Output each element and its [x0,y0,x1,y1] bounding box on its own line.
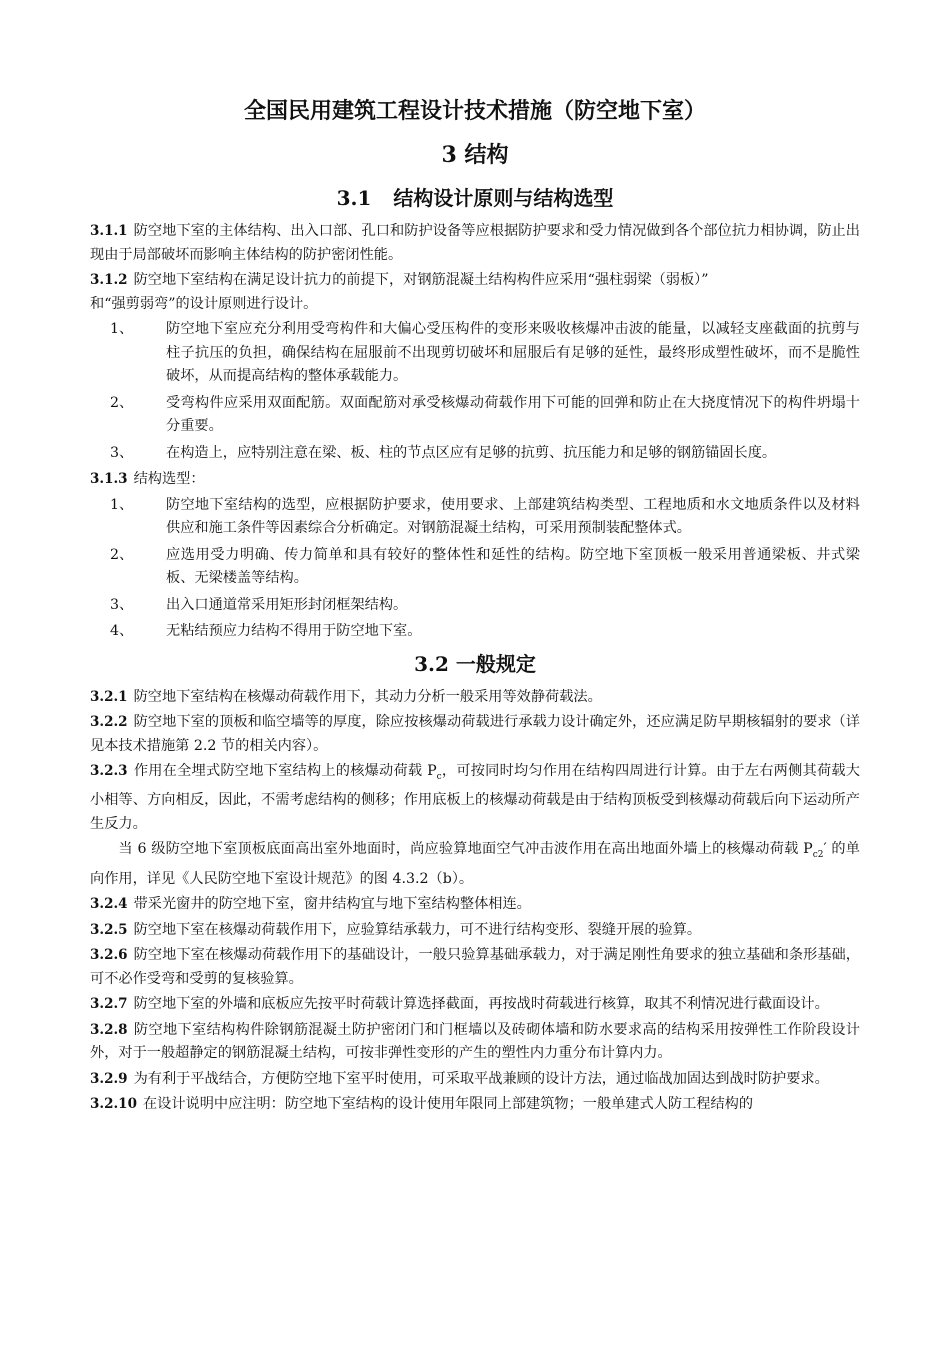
document-page [90,96,860,1119]
clause-text: 结构选型： [133,471,205,487]
list-item [90,544,860,591]
clause-number: 3.2.3 [90,763,128,779]
list-item-number: 1、 [110,321,134,337]
clause-number: 3.2.10 [90,1096,137,1113]
clause-text: 为有利于平战结合，方便防空地下室平时使用，可采取平战兼顾的设计方法，通过临战加固达到战时防护要求。 [133,1070,829,1087]
clause-3-1-1 [90,220,860,267]
clause-number: 3.1.3 [90,471,128,487]
document-title: 全国民用建筑工程设计技术措施（防空地下室） [243,98,706,124]
clause-number: 3.2.4 [90,896,128,913]
subscript: c [436,771,442,782]
clause-3-2-1 [90,686,860,710]
list-item-text: 受弯构件应采用双面配筋。双面配筋对承受核爆动荷载作用下可能的回弹和防止在大挠度情况下的构件坍塌十分重要。 [166,394,860,434]
clause-text: 防空地下室结构在满足设计抗力的前提下，对钢筋混凝土结构构件应采用“强柱弱梁（弱板）” [133,272,709,288]
list-item-number: 2、 [110,546,134,563]
list-item-text: 应选用受力明确、传力简单和具有较好的整体性和延性的结构。防空地下室顶板一般采用普通梁板、井式梁板、无梁楼盖等结构。 [166,546,860,586]
clause-number: 3.2.7 [90,996,128,1013]
clause-text: 在设计说明中应注明：防空地下室结构的设计使用年限同上部建筑物；一般单建式人防工程结构的 [142,1096,754,1113]
clause-3-2-10 [90,1093,860,1117]
clause-text-rest: ，可按同时均匀作用在结构四周进行计算。由于左右两侧其荷载大小相等、方向相反，因此，不需考虑结构的侧移；作用底板上的核爆动荷载是由于结构顶板受到核爆动荷载后向下运动所产生反力。 [90,763,860,832]
section-3-1-title: 结构设计原则与结构选型 [393,186,614,210]
clause-text-continued: 和“强剪弱弯”的设计原则进行设计。 [90,295,318,312]
clause-text: 防空地下室结构构件除钢筋混凝土防护密闭门和门框墙以及砖砌体墙和防水要求高的结构采用按弹性工作阶段设计外，对于一般超静定的钢筋混凝土结构，可按非弹性变形的产生的塑性内力重分布计算内力。 [90,1021,860,1062]
list-item [90,494,860,541]
clause-text: 防空地下室在核爆动荷载作用下，应验算结承载力，可不进行结构变形、裂缝开展的验算。 [133,921,702,938]
clause-3-2-3-note [90,838,860,891]
section-3-1-number: 3.1 [336,186,372,210]
clause-3-1-3 [90,468,860,492]
list-item [90,594,860,618]
clause-number: 3.2.5 [90,921,128,938]
clause-3-2-6 [90,944,860,991]
clause-3-2-3 [90,760,860,836]
clause-number: 3.2.6 [90,947,128,964]
clause-number: 3.2.2 [90,714,128,730]
list-item-number: 3、 [110,596,134,613]
section-3-2-heading: 3.2 一般规定 [414,651,536,676]
clause-text: 作用在全埋式防空地下室结构上的核爆动荷载 P [133,763,437,779]
clause-3-2-2 [90,711,860,758]
list-item [90,392,860,439]
list-item-text: 无粘结预应力结构不得用于防空地下室。 [166,623,422,639]
clause-text: 防空地下室的主体结构、出入口部、孔口和防护设备等应根据防护要求和受力情况做到各个部位抗力相协调，防止出现由于局部破坏而影响主体结构的防护密闭性能。 [90,223,860,263]
clause-number: 3.2.1 [90,688,128,705]
clause-number: 3.2.8 [90,1021,128,1038]
clause-text: 防空地下室结构在核爆动荷载作用下，其动力分析一般采用等效静荷载法。 [133,688,602,705]
clause-number: 3.1.1 [90,223,128,239]
clause-3-2-8 [90,1019,860,1066]
clause-3-2-5 [90,919,860,943]
section-3-1-heading [90,184,860,212]
list-item-text: 防空地下室应充分利用受弯构件和大偏心受压构件的变形来吸收核爆冲击波的能量，以减轻支座截面的抗剪与柱子抗压的负担，确保结构在屈服前不出现剪切破坏和屈服后有足够的延性，最终形成塑性破坏，而不是脆性破坏，从而提高结构的整体承载能力。 [166,321,860,384]
list-item [90,442,860,466]
list-item-text: 在构造上，应特别注意在梁、板、柱的节点区应有足够的抗剪、抗压能力和足够的钢筋锚固长度。 [166,444,777,461]
list-item-text: 出入口通道常采用矩形封闭框架结构。 [166,596,408,613]
note-text: 当 6 级防空地下室顶板底面高出室外地面时，尚应验算地面空气冲击波作用在高出地面外墙上的核爆动荷载 P [118,841,813,858]
note-text-rest: ′ 的单向作用，详见《人民防空地下室设计规范》的图 4.3.2（b）。 [90,841,860,887]
list-item-text: 防空地下室结构的选型，应根据防护要求，使用要求、上部建筑结构类型、工程地质和水文地质条件以及材料供应和施工条件等因素综合分析确定。对钢筋混凝土结构，可采用预制装配整体式。 [166,496,860,536]
list-item [90,620,860,644]
list-item-number: 3、 [110,444,134,461]
subscript: c2 [812,850,824,861]
clause-text: 带采光窗井的防空地下室，窗井结构宜与地下室结构整体相连。 [133,896,531,913]
list-item [90,318,860,389]
chapter-title: 3 结构 [441,142,509,168]
clause-3-2-7 [90,993,860,1017]
clause-number: 3.2.9 [90,1070,128,1087]
clause-3-2-4 [90,893,860,917]
list-item-number: 4、 [110,623,134,639]
list-item-number: 1、 [110,496,134,513]
clause-text: 防空地下室的顶板和临空墙等的厚度，除应按核爆动荷载进行承载力设计确定外，还应满足防早期核辐射的要求（详见本技术措施第 2.2 节的相关内容）。 [90,714,860,754]
clause-number: 3.1.2 [90,272,128,288]
clause-text: 防空地下室在核爆动荷载作用下的基础设计，一般只验算基础承载力，对于满足刚性角要求的独立基础和条形基础，可不必作受弯和受剪的复核验算。 [90,947,860,987]
clause-3-1-2 [90,269,860,316]
clause-text: 防空地下室的外墙和底板应先按平时荷载计算选择截面，再按战时荷载进行核算，取其不利情况进行截面设计。 [133,996,829,1013]
list-item-number: 2、 [110,394,134,411]
clause-3-2-9 [90,1068,860,1092]
